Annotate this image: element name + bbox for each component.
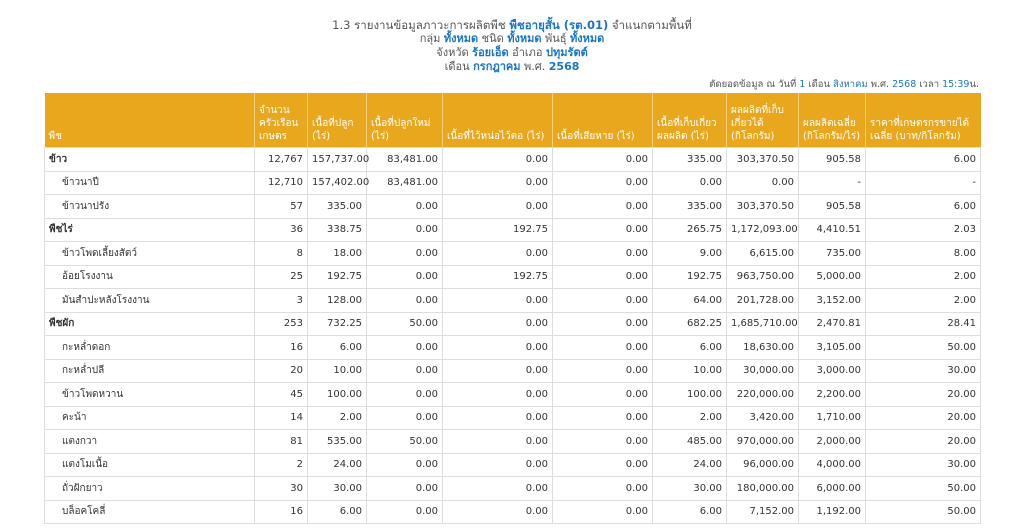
crop-name-cell: ถั่วฝักยาว	[45, 477, 255, 501]
value-cell: 0.00	[443, 336, 553, 360]
value-cell: 201,728.00	[727, 289, 799, 313]
province-label: จังหวัด	[436, 46, 469, 59]
value-cell: 0.00	[443, 453, 553, 477]
value-cell: 0.00	[367, 265, 443, 289]
value-cell: -	[799, 171, 866, 195]
title-suffix: จำแนกตามพื้นที่	[611, 18, 692, 32]
table-row	[45, 195, 981, 219]
table-row	[45, 242, 981, 266]
crop-name-cell: กะหล่ำดอก	[45, 336, 255, 360]
value-cell: 0.00	[367, 500, 443, 524]
value-cell: 0.00	[553, 359, 653, 383]
value-cell: 905.58	[799, 148, 866, 172]
value-cell: 6.00	[653, 336, 727, 360]
value-cell: 25	[255, 265, 308, 289]
value-cell: 0.00	[367, 289, 443, 313]
cutoff-year-label: พ.ศ.	[870, 79, 890, 90]
value-cell: 12,767	[255, 148, 308, 172]
value-cell: 128.00	[308, 289, 367, 313]
value-cell: 64.00	[653, 289, 727, 313]
value-cell: 0.00	[553, 336, 653, 360]
value-cell: 0.00	[443, 359, 553, 383]
value-cell: 18.00	[308, 242, 367, 266]
crop-name-cell: แตงกวา	[45, 430, 255, 454]
value-cell: 0.00	[443, 383, 553, 407]
crop-name-cell: พืชผัก	[45, 312, 255, 336]
crop-name-cell: กะหล่ำปลี	[45, 359, 255, 383]
value-cell: 265.75	[653, 218, 727, 242]
table-row	[45, 359, 981, 383]
value-cell: 7,152.00	[727, 500, 799, 524]
value-cell: 4,000.00	[799, 453, 866, 477]
filter-line-group	[0, 32, 1024, 46]
value-cell: 20.00	[866, 430, 981, 454]
value-cell: -	[866, 171, 981, 195]
table-row	[45, 453, 981, 477]
value-cell: 83,481.00	[367, 148, 443, 172]
value-cell: 0.00	[443, 477, 553, 501]
value-cell: 963,750.00	[727, 265, 799, 289]
group-label: กลุ่ม	[419, 32, 441, 45]
value-cell: 9.00	[653, 242, 727, 266]
table-group-row	[45, 218, 981, 242]
value-cell: 0.00	[367, 406, 443, 430]
cutoff-year: 2568	[892, 79, 917, 90]
value-cell: 2.03	[866, 218, 981, 242]
value-cell: 45	[255, 383, 308, 407]
district-value[interactable]: ปทุมรัตต์	[546, 46, 588, 59]
value-cell: 3,000.00	[799, 359, 866, 383]
value-cell: 30	[255, 477, 308, 501]
value-cell: 905.58	[799, 195, 866, 219]
value-cell: 0.00	[443, 289, 553, 313]
value-cell: 1,685,710.00	[727, 312, 799, 336]
year-value[interactable]: 2568	[548, 60, 580, 73]
table-row	[45, 500, 981, 524]
cutoff-month: สิงหาคม	[833, 79, 868, 90]
value-cell: 1,172,093.00	[727, 218, 799, 242]
crop-name-cell: ข้าวนาปรัง	[45, 195, 255, 219]
value-cell: 970,000.00	[727, 430, 799, 454]
filter-line-period	[0, 60, 1024, 74]
value-cell: 8.00	[866, 242, 981, 266]
variety-label: พันธุ์	[545, 32, 567, 45]
crop-name-cell: อ้อยโรงงาน	[45, 265, 255, 289]
value-cell: 0.00	[553, 265, 653, 289]
crop-type-link[interactable]: พืชอายุสั้น (รต.01)	[509, 18, 609, 32]
value-cell: 157,402.00	[308, 171, 367, 195]
value-cell: 0.00	[367, 359, 443, 383]
value-cell: 0.00	[443, 195, 553, 219]
crop-name-cell: คะน้า	[45, 406, 255, 430]
filter-line-location	[0, 46, 1024, 60]
table-row	[45, 383, 981, 407]
value-cell: 6.00	[308, 336, 367, 360]
value-cell: 2.00	[653, 406, 727, 430]
table-row	[45, 289, 981, 313]
value-cell: 50.00	[367, 430, 443, 454]
title-prefix: 1.3 รายงานข้อมูลภาวะการผลิตพืช	[332, 18, 506, 32]
cutoff-time-suffix: น.	[969, 79, 979, 90]
value-cell: 0.00	[553, 218, 653, 242]
value-cell: 0.00	[553, 195, 653, 219]
crop-name-cell: ข้าว	[45, 148, 255, 172]
value-cell: 14	[255, 406, 308, 430]
report-header	[0, 0, 1024, 74]
value-cell: 36	[255, 218, 308, 242]
data-cutoff-note	[0, 77, 979, 91]
value-cell: 0.00	[553, 289, 653, 313]
cutoff-time-label: เวลา	[919, 79, 940, 90]
crop-name-cell: ข้าวนาปี	[45, 171, 255, 195]
column-header-6: เนื้อที่เก็บเกี่ยวผลผลิต (ไร่)	[653, 93, 727, 148]
value-cell: 2,000.00	[799, 430, 866, 454]
value-cell: 253	[255, 312, 308, 336]
value-cell: 180,000.00	[727, 477, 799, 501]
value-cell: 335.00	[308, 195, 367, 219]
month-value[interactable]: กรกฎาคม	[473, 60, 521, 73]
value-cell: 0.00	[553, 242, 653, 266]
crop-name-cell: ข้าวโพดเลี้ยงสัตว์	[45, 242, 255, 266]
value-cell: 18,630.00	[727, 336, 799, 360]
value-cell: 192.75	[653, 265, 727, 289]
value-cell: 0.00	[443, 148, 553, 172]
value-cell: 0.00	[367, 383, 443, 407]
value-cell: 30,000.00	[727, 359, 799, 383]
value-cell: 0.00	[653, 171, 727, 195]
value-cell: 6.00	[866, 148, 981, 172]
value-cell: 735.00	[799, 242, 866, 266]
crop-production-table	[44, 93, 981, 524]
column-header-8: ผลผลิตเฉลี่ย (กิโลกรัม/ไร่)	[799, 93, 866, 148]
value-cell: 30.00	[653, 477, 727, 501]
value-cell: 100.00	[653, 383, 727, 407]
table-body	[45, 148, 981, 524]
table-row	[45, 265, 981, 289]
column-header-0: พืช	[45, 93, 255, 148]
value-cell: 8	[255, 242, 308, 266]
column-header-7: ผลผลิตที่เก็บเกี่ยวได้ (กิโลกรัม)	[727, 93, 799, 148]
variety-value[interactable]: ทั้งหมด	[570, 32, 605, 45]
value-cell: 1,710.00	[799, 406, 866, 430]
value-cell: 6,615.00	[727, 242, 799, 266]
value-cell: 0.00	[553, 383, 653, 407]
value-cell: 0.00	[367, 336, 443, 360]
value-cell: 2,470.81	[799, 312, 866, 336]
report-title	[0, 18, 1024, 32]
value-cell: 2.00	[866, 289, 981, 313]
column-header-9: ราคาที่เกษตรกรขายได้เฉลี่ย (บาท/กิโลกรัม)	[866, 93, 981, 148]
crop-name-cell: มันสำปะหลังโรงงาน	[45, 289, 255, 313]
value-cell: 24.00	[308, 453, 367, 477]
value-cell: 192.75	[443, 218, 553, 242]
value-cell: 20.00	[866, 406, 981, 430]
value-cell: 50.00	[866, 336, 981, 360]
value-cell: 3	[255, 289, 308, 313]
value-cell: 157,737.00	[308, 148, 367, 172]
crop-name-cell: แตงโมเนื้อ	[45, 453, 255, 477]
table-group-row	[45, 312, 981, 336]
table-row	[45, 171, 981, 195]
value-cell: 50.00	[866, 477, 981, 501]
value-cell: 0.00	[367, 218, 443, 242]
value-cell: 30.00	[308, 477, 367, 501]
value-cell: 0.00	[553, 477, 653, 501]
value-cell: 6.00	[308, 500, 367, 524]
value-cell: 12,710	[255, 171, 308, 195]
value-cell: 3,420.00	[727, 406, 799, 430]
value-cell: 0.00	[727, 171, 799, 195]
value-cell: 335.00	[653, 148, 727, 172]
value-cell: 303,370.50	[727, 148, 799, 172]
value-cell: 30.00	[866, 359, 981, 383]
year-label: พ.ศ.	[524, 60, 546, 73]
value-cell: 2.00	[308, 406, 367, 430]
value-cell: 83,481.00	[367, 171, 443, 195]
value-cell: 0.00	[553, 453, 653, 477]
value-cell: 0.00	[367, 477, 443, 501]
value-cell: 24.00	[653, 453, 727, 477]
value-cell: 220,000.00	[727, 383, 799, 407]
value-cell: 4,410.51	[799, 218, 866, 242]
value-cell: 6,000.00	[799, 477, 866, 501]
cutoff-day: 1	[799, 79, 806, 90]
crop-name-cell: ข้าวโพดหวาน	[45, 383, 255, 407]
value-cell: 50.00	[866, 500, 981, 524]
value-cell: 2.00	[866, 265, 981, 289]
value-cell: 16	[255, 336, 308, 360]
group-value[interactable]: ทั้งหมด	[443, 32, 479, 45]
column-header-3: เนื้อที่ปลูกใหม่ (ไร่)	[367, 93, 443, 148]
value-cell: 0.00	[443, 242, 553, 266]
value-cell: 303,370.50	[727, 195, 799, 219]
value-cell: 81	[255, 430, 308, 454]
table-group-row	[45, 148, 981, 172]
column-header-2: เนื้อที่ปลูก (ไร่)	[308, 93, 367, 148]
value-cell: 6.00	[653, 500, 727, 524]
value-cell: 16	[255, 500, 308, 524]
table-row	[45, 406, 981, 430]
value-cell: 20	[255, 359, 308, 383]
crop-name-cell: พืชไร่	[45, 218, 255, 242]
value-cell: 20.00	[866, 383, 981, 407]
value-cell: 6.00	[866, 195, 981, 219]
value-cell: 535.00	[308, 430, 367, 454]
value-cell: 3,105.00	[799, 336, 866, 360]
value-cell: 10.00	[308, 359, 367, 383]
table-header-row	[45, 93, 981, 148]
value-cell: 2,200.00	[799, 383, 866, 407]
column-header-5: เนื้อที่เสียหาย (ไร่)	[553, 93, 653, 148]
value-cell: 30.00	[866, 453, 981, 477]
value-cell: 0.00	[443, 430, 553, 454]
district-label: อำเภอ	[512, 46, 543, 59]
table-row	[45, 430, 981, 454]
value-cell: 0.00	[443, 312, 553, 336]
value-cell: 0.00	[553, 500, 653, 524]
column-header-1: จำนวนครัวเรือนเกษตร	[255, 93, 308, 148]
value-cell: 0.00	[553, 406, 653, 430]
value-cell: 0.00	[553, 430, 653, 454]
value-cell: 96,000.00	[727, 453, 799, 477]
value-cell: 0.00	[553, 312, 653, 336]
value-cell: 682.25	[653, 312, 727, 336]
kind-label: ชนิด	[481, 32, 504, 45]
value-cell: 1,192.00	[799, 500, 866, 524]
value-cell: 5,000.00	[799, 265, 866, 289]
value-cell: 0.00	[553, 148, 653, 172]
kind-value[interactable]: ทั้งหมด	[507, 32, 542, 45]
value-cell: 338.75	[308, 218, 367, 242]
cutoff-month-label: เดือน	[808, 79, 830, 90]
value-cell: 10.00	[653, 359, 727, 383]
value-cell: 485.00	[653, 430, 727, 454]
value-cell: 0.00	[443, 500, 553, 524]
value-cell: 57	[255, 195, 308, 219]
cutoff-time: 15:39	[942, 79, 970, 90]
value-cell: 3,152.00	[799, 289, 866, 313]
value-cell: 0.00	[553, 171, 653, 195]
province-value[interactable]: ร้อยเอ็ด	[472, 46, 509, 59]
crop-name-cell: บล็อคโคลี่	[45, 500, 255, 524]
table-row	[45, 477, 981, 501]
value-cell: 192.75	[443, 265, 553, 289]
value-cell: 0.00	[367, 453, 443, 477]
value-cell: 0.00	[443, 406, 553, 430]
value-cell: 732.25	[308, 312, 367, 336]
column-header-4: เนื้อที่ไว้หน่อไว้ตอ (ไร่)	[443, 93, 553, 148]
cutoff-prefix: ตัดยอดข้อมูล ณ วันที่	[709, 79, 797, 90]
value-cell: 0.00	[367, 242, 443, 266]
value-cell: 50.00	[367, 312, 443, 336]
value-cell: 0.00	[443, 171, 553, 195]
value-cell: 335.00	[653, 195, 727, 219]
value-cell: 0.00	[367, 195, 443, 219]
value-cell: 2	[255, 453, 308, 477]
value-cell: 28.41	[866, 312, 981, 336]
table-row	[45, 336, 981, 360]
value-cell: 192.75	[308, 265, 367, 289]
value-cell: 100.00	[308, 383, 367, 407]
month-label: เดือน	[444, 60, 470, 73]
